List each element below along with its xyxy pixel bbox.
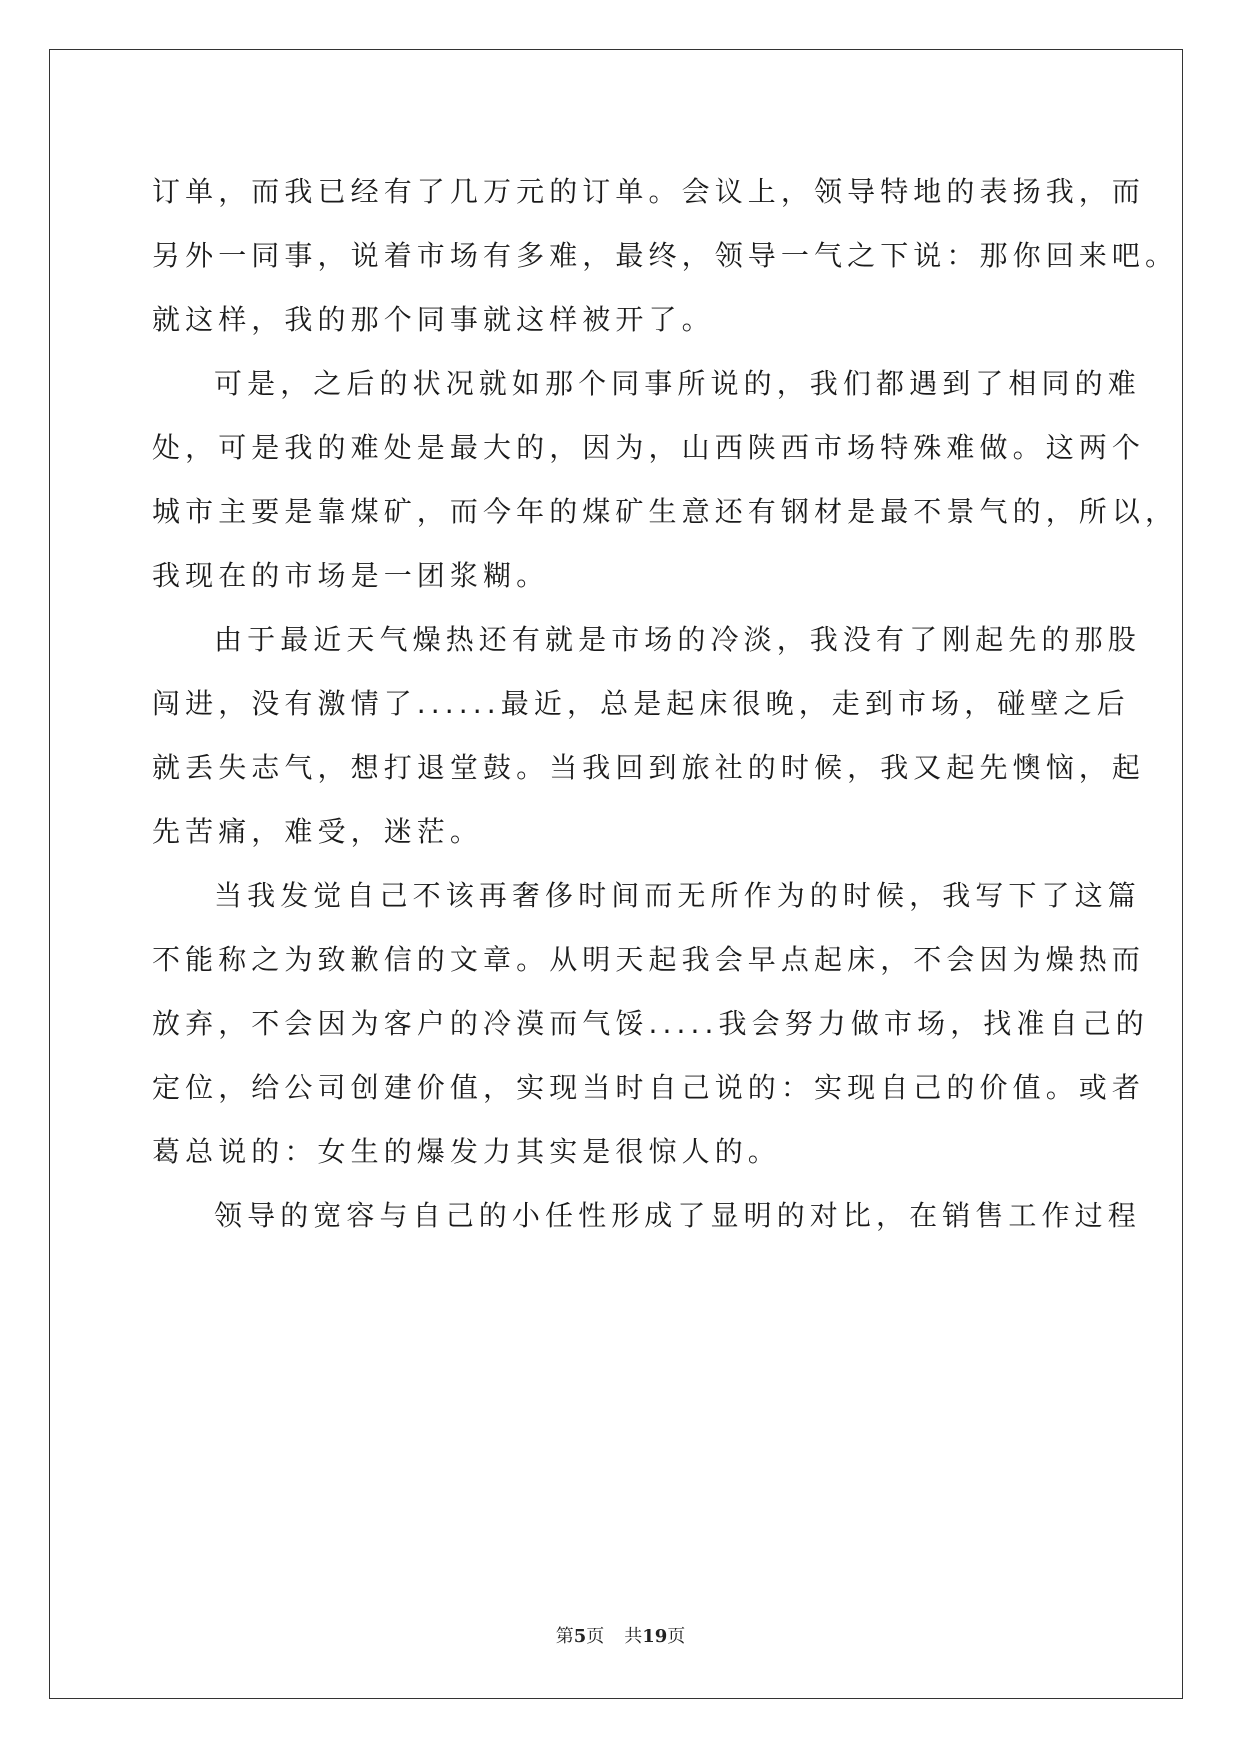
document-body (152, 160, 1179, 1248)
text-line: 订单，而我已经有了几万元的订单。会议上，领导特地的表扬我，而 (152, 175, 1146, 208)
text-line: 先苦痛，难受，迷茫。 (152, 815, 484, 848)
text-line: 当我发觉自己不该再奢侈时间而无所作为的时候，我写下了这篇 (214, 879, 1141, 912)
total-prefix: 共 (624, 1626, 643, 1647)
text-line: 城市主要是靠煤矿，而今年的煤矿生意还有钢材是最不景气的，所以， (152, 495, 1179, 528)
text-line: 放弃，不会因为客户的冷漠而气馁.....我会努力做市场，找准自己的 (152, 1007, 1149, 1040)
text-line: 由于最近天气燥热还有就是市场的冷淡，我没有了刚起先的那股 (214, 623, 1141, 656)
page-number: 5 (573, 1626, 587, 1647)
text-line: 领导的宽容与自己的小任性形成了显明的对比，在销售工作过程 (214, 1199, 1141, 1232)
text-line: 可是，之后的状况就如那个同事所说的，我们都遇到了相同的难 (214, 367, 1141, 400)
text-line: 葛总说的：女生的爆发力其实是很惊人的。 (152, 1135, 781, 1168)
total-pages: 19 (642, 1626, 668, 1647)
total-suffix: 页 (667, 1626, 686, 1647)
text-line: 闯进，没有激情了......最近，总是起床很晚，走到市场，碰壁之后 (152, 687, 1130, 720)
page-prefix: 第 (555, 1626, 574, 1647)
text-line: 就丢失志气，想打退堂鼓。当我回到旅社的时候，我又起先懊恼，起 (152, 751, 1146, 784)
page-footer (0, 1622, 1241, 1648)
text-line: 定位，给公司创建价值，实现当时自己说的：实现自己的价值。或者 (152, 1071, 1146, 1104)
text-line: 另外一同事，说着市场有多难，最终，领导一气之下说：那你回来吧。 (152, 239, 1179, 272)
text-line: 我现在的市场是一团浆糊。 (152, 559, 550, 592)
page-suffix: 页 (586, 1626, 605, 1647)
text-line: 处，可是我的难处是最大的，因为，山西陕西市场特殊难做。这两个 (152, 431, 1146, 464)
text-line: 不能称之为致歉信的文章。从明天起我会早点起床，不会因为燥热而 (152, 943, 1146, 976)
text-line: 就这样，我的那个同事就这样被开了。 (152, 303, 715, 336)
